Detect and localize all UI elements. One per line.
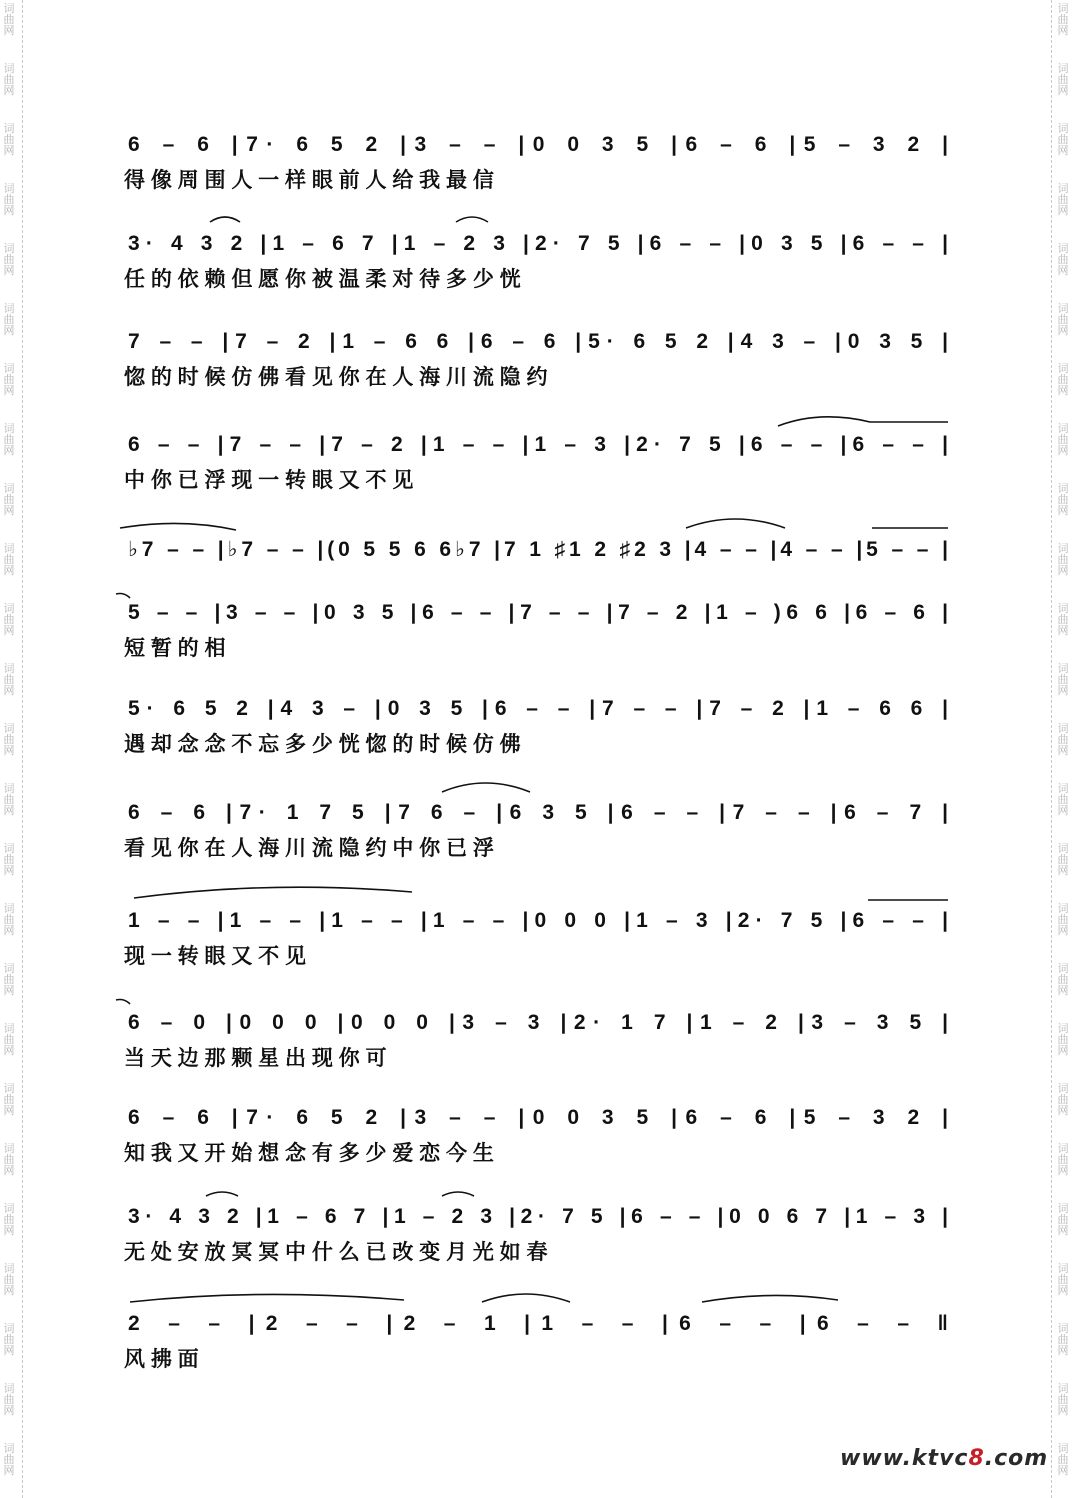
watermark-char: 词	[1057, 542, 1069, 555]
slur	[134, 887, 412, 898]
lyric-row-8: 看 见 你 在 人 海 川 流 隐 约 中 你 已 浮	[124, 837, 494, 860]
watermark-char: 网	[3, 624, 15, 637]
watermark-char: 曲	[1057, 373, 1069, 386]
watermark-char: 网	[1057, 1164, 1069, 1177]
watermark-char: 曲	[1057, 133, 1069, 146]
watermark-char: 网	[3, 1164, 15, 1177]
watermark-char: 网	[1057, 984, 1069, 997]
watermark-char: 曲	[3, 73, 15, 86]
watermark-char: 网	[3, 1044, 15, 1057]
watermark-char: 网	[3, 1224, 15, 1237]
watermark-char: 网	[3, 1284, 15, 1297]
watermark-char: 网	[3, 1464, 15, 1477]
watermark-char: 网	[3, 504, 15, 517]
lyric-row-13: 风 拂 面	[124, 1348, 199, 1371]
watermark-char: 网	[3, 684, 15, 697]
watermark-char: 词	[1057, 1442, 1069, 1455]
watermark-char: 词	[3, 1322, 15, 1335]
watermark-char: 网	[1057, 864, 1069, 877]
watermark-char: 网	[1057, 504, 1069, 517]
slur	[120, 523, 236, 530]
slur	[482, 1294, 570, 1302]
watermark-char: 网	[3, 84, 15, 97]
watermark-char: 词	[1057, 1022, 1069, 1035]
watermark-char: 词	[1057, 482, 1069, 495]
watermark-char: 网	[3, 744, 15, 757]
watermark-char: 曲	[1057, 13, 1069, 26]
watermark-char: 网	[1057, 264, 1069, 277]
watermark-char: 词	[1057, 782, 1069, 795]
watermark-char: 词	[1057, 1142, 1069, 1155]
watermark-char: 曲	[1057, 493, 1069, 506]
watermark-char: 曲	[3, 133, 15, 146]
lyric-row-1: 得 像 周 围 人 一 样 眼 前 人 给 我 最 信	[124, 169, 494, 192]
watermark-char: 曲	[3, 553, 15, 566]
watermark-char: 词	[3, 1022, 15, 1035]
watermark-char: 网	[1057, 624, 1069, 637]
watermark-char: 曲	[1057, 853, 1069, 866]
lyric-row-9: 现 一 转 眼 又 不 见	[124, 945, 307, 968]
watermark-char: 曲	[1057, 553, 1069, 566]
watermark-char: 网	[1057, 384, 1069, 397]
watermark-char: 词	[3, 362, 15, 375]
lyric-row-12: 无 处 安 放 冥 冥 中 什 么 已 改 变 月 光 如 春	[124, 1241, 548, 1264]
watermark-char: 曲	[3, 313, 15, 326]
watermark-char: 词	[1057, 422, 1069, 435]
watermark-char: 词	[3, 1082, 15, 1095]
watermark-char: 曲	[3, 1033, 15, 1046]
watermark-char: 网	[3, 1344, 15, 1357]
watermark-char: 词	[3, 782, 15, 795]
watermark-char: 词	[1057, 602, 1069, 615]
watermark-char: 词	[3, 842, 15, 855]
lyric-row-2: 任 的 依 赖 但 愿 你 被 温 柔 对 待 多 少 恍	[124, 268, 521, 291]
watermark-char: 词	[3, 2, 15, 15]
notation-row-9: 1 – – |1 – – |1 – – |1 – – |0 0 0 |1 – 3 |2· 7 5 |6 – – |	[128, 909, 948, 932]
watermark-char: 词	[3, 662, 15, 675]
watermark-char: 词	[1057, 62, 1069, 75]
watermark-char: 网	[1057, 324, 1069, 337]
watermark-char: 词	[3, 422, 15, 435]
watermark-char: 曲	[1057, 733, 1069, 746]
watermark-char: 词	[3, 1142, 15, 1155]
watermark-char: 词	[1057, 122, 1069, 135]
watermark-char: 曲	[1057, 433, 1069, 446]
notation-row-3: 7 – – |7 – 2 |1 – 6 6 |6 – 6 |5· 6 5 2 |4 3 – |0 3 5 |	[128, 330, 948, 353]
slur	[442, 1192, 474, 1196]
watermark-char: 网	[3, 1404, 15, 1417]
watermark-char: 网	[3, 564, 15, 577]
notation-row-8: 6 – 6 |7· 1 7 5 |7 6 – |6 3 5 |6 – – |7 – – |6 – 7 |	[128, 801, 948, 824]
watermark-right	[1058, 2, 1069, 1477]
watermark-char: 词	[3, 1442, 15, 1455]
lyric-row-3: 惚 的 时 候 仿 佛 看 见 你 在 人 海 川 流 隐 约	[124, 366, 548, 389]
slur	[210, 217, 240, 222]
watermark-char: 曲	[3, 13, 15, 26]
watermark-char: 网	[1057, 924, 1069, 937]
lyric-row-4: 中 你 已 浮 现 一 转 眼 又 不 见	[124, 469, 414, 492]
watermark-char: 词	[3, 902, 15, 915]
watermark-char: 词	[1057, 302, 1069, 315]
slur	[116, 594, 130, 599]
watermark-char: 网	[1057, 1464, 1069, 1477]
watermark-char: 曲	[3, 1153, 15, 1166]
watermark-char: 曲	[1057, 913, 1069, 926]
watermark-char: 词	[1057, 1202, 1069, 1215]
notation-row-6: 5 – – |3 – – |0 3 5 |6 – – |7 – – |7 – 2 |1 – )6 6 |6 – 6 |	[128, 601, 948, 624]
watermark-char: 曲	[1057, 193, 1069, 206]
notation-row-7: 5· 6 5 2 |4 3 – |0 3 5 |6 – – |7 – – |7 – 2 |1 – 6 6 |	[128, 697, 948, 720]
notation-row-11: 6 – 6 |7· 6 5 2 |3 – – |0 0 3 5 |6 – 6 |5 – 3 2 |	[128, 1106, 948, 1129]
notation-row-1: 6 – 6 |7· 6 5 2 |3 – – |0 0 3 5 |6 – 6 |5 – 3 2 |	[128, 133, 948, 156]
watermark-char: 词	[1057, 662, 1069, 675]
watermark-char: 网	[3, 984, 15, 997]
watermark-char: 词	[3, 482, 15, 495]
watermark-char: 曲	[1057, 73, 1069, 86]
watermark-char: 网	[3, 804, 15, 817]
watermark-char: 网	[1057, 684, 1069, 697]
watermark-char: 网	[1057, 804, 1069, 817]
watermark-char: 网	[1057, 1284, 1069, 1297]
watermark-char: 词	[1057, 962, 1069, 975]
watermark-char: 网	[3, 384, 15, 397]
watermark-char: 网	[1057, 24, 1069, 37]
watermark-char: 网	[1057, 144, 1069, 157]
watermark-char: 词	[3, 1262, 15, 1275]
notation-row-10: 6 – 0 |0 0 0 |0 0 0 |3 – 3 |2· 1 7 |1 – 2 |3 – 3 5 |	[128, 1011, 948, 1034]
notation-row-5: ♭7 – – |♭7 – – |(0 5 5 6 6♭7 |7 1 ♯1 2 ♯2 3 |4 – – |4 – – |5 – – |	[128, 538, 949, 561]
watermark-char: 词	[3, 962, 15, 975]
watermark-char: 词	[3, 242, 15, 255]
watermark-char: 词	[1057, 902, 1069, 915]
watermark-char: 网	[3, 444, 15, 457]
watermark-char: 曲	[1057, 1273, 1069, 1286]
slur	[702, 1295, 838, 1302]
watermark-char: 网	[3, 144, 15, 157]
watermark-char: 词	[1057, 1322, 1069, 1335]
slur	[442, 783, 530, 792]
watermark-char: 曲	[3, 493, 15, 506]
slur	[206, 1192, 238, 1196]
watermark-char: 词	[3, 1382, 15, 1395]
watermark-char: 曲	[3, 793, 15, 806]
watermark-char: 网	[1057, 1224, 1069, 1237]
watermark-char: 词	[1057, 182, 1069, 195]
watermark-char: 曲	[1057, 1453, 1069, 1466]
watermark-char: 词	[3, 302, 15, 315]
watermark-char: 曲	[3, 1453, 15, 1466]
watermark-char: 网	[3, 924, 15, 937]
watermark-char: 网	[1057, 744, 1069, 757]
slur	[778, 417, 948, 426]
watermark-char: 词	[3, 62, 15, 75]
watermark-char: 词	[1057, 1262, 1069, 1275]
slur	[130, 1294, 404, 1302]
lyric-row-11: 知 我 又 开 始 想 念 有 多 少 爱 恋 今 生	[124, 1142, 494, 1165]
watermark-char: 网	[1057, 1104, 1069, 1117]
watermark-char: 网	[3, 324, 15, 337]
watermark-char: 曲	[1057, 1213, 1069, 1226]
watermark-char: 网	[1057, 204, 1069, 217]
watermark-char: 曲	[3, 1333, 15, 1346]
watermark-char: 词	[1057, 362, 1069, 375]
notation-row-12: 3· 4 3 2 |1 – 6 7 |1 – 2 3 |2· 7 5 |6 – – |0 0 6 7 |1 – 3 |	[128, 1205, 948, 1228]
watermark-char: 网	[1057, 564, 1069, 577]
watermark-char: 词	[1057, 722, 1069, 735]
watermark-char: 曲	[1057, 1033, 1069, 1046]
watermark-char: 曲	[3, 253, 15, 266]
watermark-char: 词	[3, 1202, 15, 1215]
watermark-char: 曲	[3, 853, 15, 866]
watermark-char: 词	[3, 182, 15, 195]
watermark-char: 曲	[1057, 1333, 1069, 1346]
watermark-char: 网	[1057, 1344, 1069, 1357]
watermark-char: 曲	[3, 973, 15, 986]
watermark-char: 曲	[3, 913, 15, 926]
watermark-char: 曲	[3, 1213, 15, 1226]
watermark-char: 曲	[3, 613, 15, 626]
watermark-char: 词	[1057, 242, 1069, 255]
watermark-char: 曲	[1057, 793, 1069, 806]
watermark-char: 网	[1057, 444, 1069, 457]
watermark-char: 网	[3, 24, 15, 37]
watermark-char: 曲	[1057, 1153, 1069, 1166]
site-logo: www.ktvc8.com	[840, 1446, 1049, 1471]
notation-row-4: 6 – – |7 – – |7 – 2 |1 – – |1 – 3 |2· 7 5 |6 – – |6 – – |	[128, 433, 948, 456]
watermark-char: 词	[3, 122, 15, 135]
notation-row-2: 3· 4 3 2 |1 – 6 7 |1 – 2 3 |2· 7 5 |6 – – |0 3 5 |6 – – |	[128, 232, 948, 255]
watermark-char: 曲	[3, 373, 15, 386]
watermark-char: 网	[3, 1104, 15, 1117]
watermark-char: 曲	[1057, 1393, 1069, 1406]
watermark-char: 曲	[3, 733, 15, 746]
watermark-char: 词	[1057, 2, 1069, 15]
watermark-char: 网	[3, 204, 15, 217]
watermark-char: 网	[1057, 1044, 1069, 1057]
watermark-char: 词	[1057, 1382, 1069, 1395]
watermark-char: 曲	[1057, 1093, 1069, 1106]
watermark-char: 曲	[1057, 253, 1069, 266]
slur	[116, 1000, 130, 1005]
watermark-char: 词	[3, 722, 15, 735]
lyric-row-6: 短 暂 的 相	[124, 637, 226, 660]
slur	[456, 217, 488, 222]
watermark-char: 词	[3, 602, 15, 615]
watermark-char: 曲	[3, 1393, 15, 1406]
lyric-row-10: 当 天 边 那 颗 星 出 现 你 可	[124, 1047, 387, 1070]
watermark-char: 曲	[1057, 673, 1069, 686]
watermark-char: 网	[3, 864, 15, 877]
watermark-char: 词	[3, 542, 15, 555]
watermark-char: 曲	[3, 1273, 15, 1286]
watermark-char: 曲	[3, 193, 15, 206]
watermark-char: 词	[1057, 842, 1069, 855]
watermark-char: 网	[1057, 84, 1069, 97]
watermark-char: 曲	[3, 433, 15, 446]
slur	[686, 519, 785, 528]
watermark-left	[4, 2, 15, 1477]
watermark-char: 曲	[3, 673, 15, 686]
watermark-char: 曲	[1057, 313, 1069, 326]
watermark-char: 曲	[1057, 973, 1069, 986]
watermark-char: 曲	[3, 1093, 15, 1106]
lyric-row-7: 遇 却 念 念 不 忘 多 少 恍 惚 的 时 候 仿 佛	[124, 733, 521, 756]
watermark-char: 词	[1057, 1082, 1069, 1095]
notation-row-13: 2 – – |2 – – |2 – 1 |1 – – |6 – – |6 – – ‖	[128, 1312, 948, 1335]
watermark-char: 曲	[1057, 613, 1069, 626]
watermark-char: 网	[3, 264, 15, 277]
watermark-char: 网	[1057, 1404, 1069, 1417]
